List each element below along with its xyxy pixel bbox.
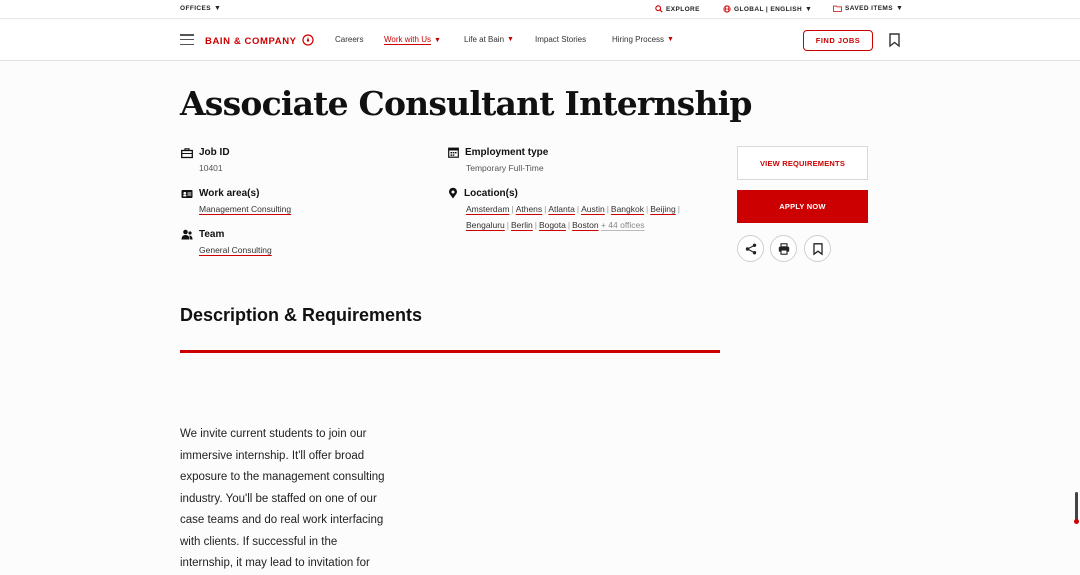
save-job-button[interactable]: [804, 235, 831, 262]
more-offices-link[interactable]: + 44 offices: [600, 219, 645, 230]
hamburger-menu-icon[interactable]: [180, 34, 194, 45]
locations-list: Amsterdam | Athens | Atlanta | Austin | Bangkok | Beijing | Bengaluru | Berlin | Bogota | Boston + 44 offices: [466, 204, 680, 230]
saved-items-menu[interactable]: [833, 5, 903, 12]
logo-text: BAIN & COMPANY: [205, 36, 297, 47]
print-button[interactable]: [770, 235, 797, 262]
caret-down-icon: ▼: [433, 36, 441, 44]
find-jobs-button[interactable]: FIND JOBS: [803, 30, 873, 51]
work-area-link[interactable]: Management Consulting: [199, 204, 292, 214]
description-line: case teams and do real work interfacing: [180, 514, 384, 526]
globe-icon: [723, 5, 731, 13]
locations-block: [448, 187, 716, 233]
nav-hiring-process[interactable]: [612, 35, 674, 44]
description-body: [180, 424, 410, 575]
employment-type-value: Temporary Full-Time: [466, 163, 544, 173]
description-line: internship, it may lead to invitation for: [180, 557, 370, 569]
location-link[interactable]: Bengaluru: [466, 219, 505, 230]
caret-down-icon: ▼: [507, 36, 514, 43]
work-area-label: Work area(s): [199, 188, 260, 199]
team-icon: [181, 229, 193, 240]
location-link[interactable]: Austin: [581, 204, 605, 214]
location-link[interactable]: Amsterdam: [466, 204, 510, 214]
location-link[interactable]: Beijing: [650, 204, 676, 214]
folder-icon: [833, 5, 842, 12]
location-link[interactable]: Athens: [515, 204, 543, 214]
locations-label: Location(s): [464, 188, 518, 199]
explore-button[interactable]: [655, 5, 700, 13]
utility-bar: [0, 0, 1080, 19]
bookmark-icon[interactable]: [889, 33, 900, 52]
location-link[interactable]: Bangkok: [610, 204, 644, 214]
section-divider: [180, 350, 720, 353]
language-label: GLOBAL | ENGLISH: [734, 5, 803, 13]
nav-life-at-bain[interactable]: [464, 35, 514, 44]
description-line: with clients. If successful in the: [180, 535, 338, 548]
job-id-value: 10401: [199, 163, 223, 173]
saved-items-label: SAVED ITEMS: [845, 5, 893, 12]
offices-menu[interactable]: [180, 5, 221, 12]
nav-impact-stories-label: Impact Stories: [535, 35, 587, 44]
nav-careers[interactable]: [335, 35, 363, 44]
caret-down-icon: ▼: [895, 5, 904, 12]
job-id-label: Job ID: [199, 147, 230, 158]
caret-down-icon: ▼: [805, 5, 813, 13]
briefcase-icon: [181, 148, 193, 158]
bain-logo[interactable]: [205, 34, 314, 49]
view-requirements-button[interactable]: VIEW REQUIREMENTS: [737, 146, 868, 180]
location-link[interactable]: Atlanta: [548, 204, 575, 214]
team-label: Team: [199, 229, 225, 240]
location-pin-icon: [448, 188, 458, 199]
nav-impact-stories[interactable]: [535, 35, 586, 44]
description-line: We invite current students to join our: [180, 428, 367, 440]
work-area-block: [181, 187, 291, 217]
employment-type-label: Employment type: [465, 147, 549, 158]
share-button[interactable]: [737, 235, 764, 262]
main-nav: [0, 20, 1080, 61]
team-link[interactable]: General Consulting: [199, 245, 272, 255]
scroll-progress-indicator: [1075, 492, 1078, 522]
location-link[interactable]: Bogota: [538, 219, 566, 230]
description-line: exposure to the management consulting: [180, 471, 385, 483]
explore-label: EXPLORE: [666, 5, 700, 13]
language-selector[interactable]: [723, 5, 812, 13]
calendar-icon: [448, 147, 459, 158]
nav-work-with-us-label: Work with Us: [384, 35, 431, 44]
share-icon: [745, 243, 757, 255]
apply-now-button[interactable]: APPLY NOW: [737, 190, 868, 223]
employment-type-block: [448, 146, 548, 176]
description-line: industry. You'll be staffed on one of our: [180, 492, 377, 505]
nav-careers-label: Careers: [335, 35, 364, 44]
description-heading: Description & Requirements: [180, 305, 423, 325]
page-title: Associate Consultant Internship: [180, 84, 752, 123]
caret-down-icon: ▼: [213, 5, 222, 12]
bookmark-icon: [813, 243, 823, 255]
id-card-icon: [181, 189, 193, 199]
nav-life-at-bain-label: Life at Bain: [464, 35, 505, 44]
location-link[interactable]: Berlin: [510, 219, 533, 230]
logo-circle-icon: [302, 34, 314, 49]
team-block: [181, 228, 272, 258]
nav-work-with-us[interactable]: [384, 35, 441, 45]
location-link[interactable]: Boston: [572, 219, 599, 230]
nav-hiring-process-label: Hiring Process: [612, 35, 665, 44]
offices-label: OFFICES: [180, 5, 211, 12]
description-line: immersive internship. It'll offer broad: [180, 449, 365, 462]
caret-down-icon: ▼: [667, 36, 674, 43]
search-icon: [655, 5, 663, 13]
job-id-block: [181, 146, 230, 176]
print-icon: [778, 243, 790, 255]
